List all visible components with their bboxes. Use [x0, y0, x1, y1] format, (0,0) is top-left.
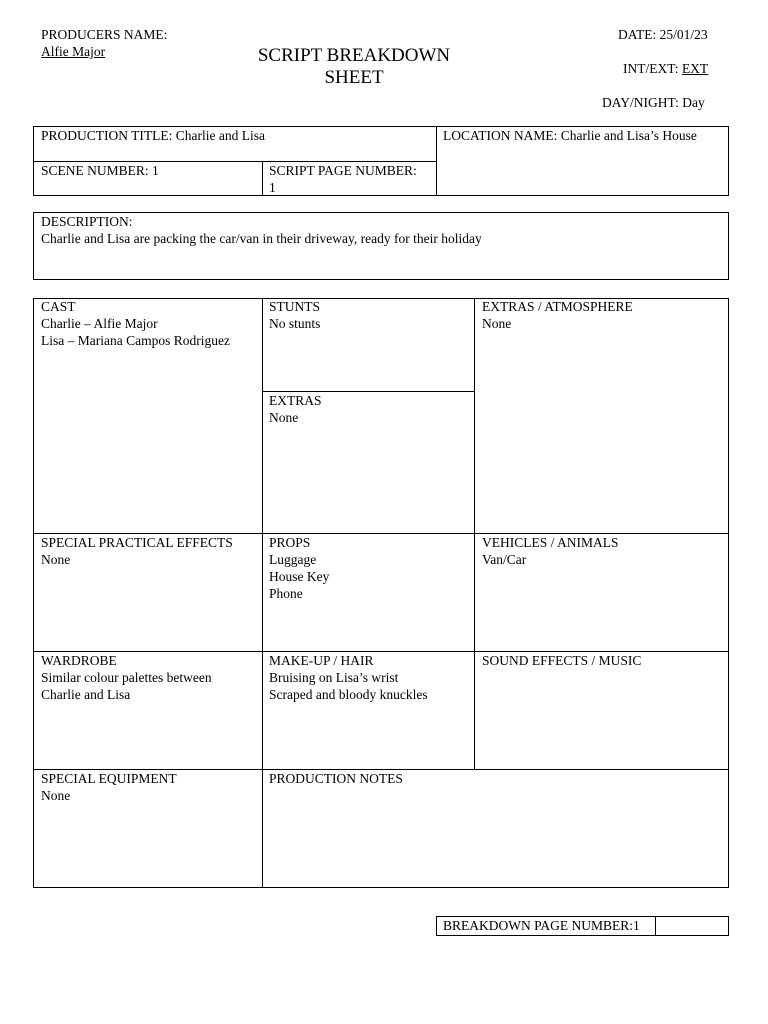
extras-label: EXTRAS: [269, 393, 322, 408]
grid-col-divider-1: [262, 298, 263, 888]
script-page-number: [269, 162, 417, 196]
props-label: PROPS: [269, 535, 311, 550]
breakdown-page-divider: [655, 916, 656, 936]
wardrobe-label: WARDROBE: [41, 653, 117, 668]
scene-number: [41, 162, 159, 179]
producers-label: PRODUCERS NAME:: [41, 27, 168, 42]
stunts-label: STUNTS: [269, 299, 321, 314]
production-title: [41, 127, 265, 144]
date-value: 25/01/23: [659, 27, 708, 42]
int-ext-label: INT/EXT:: [623, 61, 679, 76]
day-night-field: [602, 94, 705, 111]
date-label: DATE:: [618, 27, 657, 42]
scene-number-label: SCENE NUMBER:: [41, 163, 149, 178]
stunts-cell: [269, 298, 320, 332]
production-title-label: PRODUCTION TITLE:: [41, 128, 173, 143]
extras-atmosphere-line: None: [482, 316, 512, 331]
sound-effects-music-cell: [482, 652, 641, 669]
script-page-value: 1: [269, 180, 276, 195]
date-field: [618, 26, 708, 43]
special-equipment-line: None: [41, 788, 71, 803]
production-notes-label: PRODUCTION NOTES: [269, 771, 403, 786]
extras-atmosphere-cell: [482, 298, 633, 332]
location-label: LOCATION NAME:: [443, 128, 558, 143]
description-label: DESCRIPTION:: [41, 214, 133, 229]
special-practical-effects-line: None: [41, 552, 71, 567]
special-equipment-cell: [41, 770, 177, 804]
wardrobe-line: Charlie and Lisa: [41, 687, 131, 702]
vehicles-animals-label: VEHICLES / ANIMALS: [482, 535, 619, 550]
breakdown-page-number: [443, 917, 640, 934]
wardrobe-cell: [41, 652, 212, 703]
extras-atmosphere-label: EXTRAS / ATMOSPHERE: [482, 299, 633, 314]
location-value: Charlie and Lisa’s House: [560, 128, 697, 143]
producers-value: Alfie Major: [41, 44, 106, 59]
location-name: [443, 127, 697, 144]
description: [41, 213, 482, 247]
stunts-line: No stunts: [269, 316, 321, 331]
special-equipment-label: SPECIAL EQUIPMENT: [41, 771, 177, 786]
production-notes-cell: [269, 770, 403, 787]
cast-cell: [41, 298, 230, 349]
props-line: Phone: [269, 586, 303, 601]
props-line: Luggage: [269, 552, 317, 567]
makeup-hair-line: Scraped and bloody knuckles: [269, 687, 428, 702]
breakdown-page-value: 1: [633, 918, 640, 933]
extras-cell: [269, 392, 322, 426]
sheet-title-line1: SCRIPT BREAKDOWN: [257, 45, 451, 66]
breakdown-page-label: BREAKDOWN PAGE NUMBER:: [443, 918, 634, 933]
makeup-hair-label: MAKE-UP / HAIR: [269, 653, 374, 668]
special-practical-effects-label: SPECIAL PRACTICAL EFFECTS: [41, 535, 233, 550]
cast-label: CAST: [41, 299, 76, 314]
extras-line: None: [269, 410, 299, 425]
makeup-hair-line: Bruising on Lisa’s wrist: [269, 670, 399, 685]
vehicles-animals-line: Van/Car: [482, 552, 527, 567]
cast-line: Lisa – Mariana Campos Rodriguez: [41, 333, 230, 348]
wardrobe-line: Similar colour palettes between: [41, 670, 212, 685]
int-ext-field: [623, 60, 708, 77]
sound-effects-music-label: SOUND EFFECTS / MUSIC: [482, 653, 642, 668]
special-practical-effects-cell: [41, 534, 233, 568]
props-cell: [269, 534, 329, 602]
description-text: Charlie and Lisa are packing the car/van in their driveway, ready for their holiday: [41, 231, 482, 246]
script-page-label: SCRIPT PAGE NUMBER:: [269, 163, 417, 178]
vehicles-animals-cell: [482, 534, 619, 568]
day-night-value: Day: [682, 95, 705, 110]
day-night-label: DAY/NIGHT:: [602, 95, 679, 110]
grid-col-divider-2: [474, 298, 475, 770]
scene-number-value: 1: [152, 163, 159, 178]
production-title-value: Charlie and Lisa: [175, 128, 265, 143]
int-ext-value: EXT: [681, 61, 709, 76]
sheet-title-line2: SHEET: [324, 67, 384, 88]
makeup-hair-cell: [269, 652, 428, 703]
cast-line: Charlie – Alfie Major: [41, 316, 158, 331]
props-line: House Key: [269, 569, 330, 584]
scene-divider: [262, 161, 263, 196]
